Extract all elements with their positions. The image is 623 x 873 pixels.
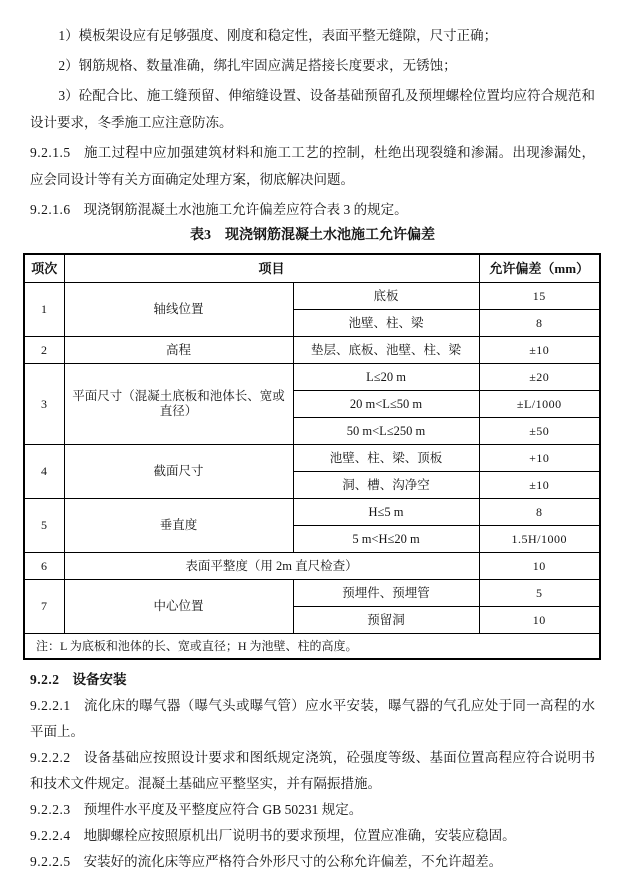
list-item-1 [30, 22, 595, 49]
row4-item: 截面尺寸 [64, 445, 293, 499]
clause-9-2-2-5-number: 9.2.2.5 [30, 854, 71, 869]
clause-9-2-2-2-number: 9.2.2.2 [30, 750, 71, 765]
table-note-row [24, 634, 600, 660]
row5-sub1: H≤5 m [293, 499, 479, 526]
row1-dev1: 15 [479, 283, 600, 310]
row7-dev2: 10 [479, 607, 600, 634]
list-item-2 [30, 52, 595, 79]
clause-9-2-1-5-text: 施工过程中应加强建筑材料和施工工艺的控制，杜绝出现裂缝和渗漏。出现渗漏处，应会同设计等有关方面确定处理方案，彻底解决问题。 [30, 145, 595, 187]
row7-no: 7 [24, 580, 64, 634]
heading-9-2-2-text: 设备安装 [72, 672, 127, 687]
row7-sub1: 预埋件、预埋管 [293, 580, 479, 607]
row2-no: 2 [24, 337, 64, 364]
section-9-2-2 [30, 667, 595, 873]
table-row [24, 445, 600, 472]
table-3-title: 表3 现浇钢筋混凝土水池施工允许偏差 [190, 228, 435, 243]
table-row [24, 364, 600, 391]
clause-9-2-1-5 [30, 139, 595, 193]
table-row [24, 499, 600, 526]
clause-9-2-2-4-text: 地脚螺栓应按照原机出厂说明书的要求预埋，位置应准确，安装应稳固。 [83, 828, 516, 843]
row2-dev1: ±10 [479, 337, 600, 364]
row3-dev2: ±L/1000 [479, 391, 600, 418]
row3-sub2: 20 m<L≤50 m [293, 391, 479, 418]
clause-9-2-2-5-text: 安装好的流化床等应严格符合外形尺寸的公称允许偏差，不允许超差。 [83, 854, 503, 869]
table-row [24, 283, 600, 310]
row3-dev3: ±50 [479, 418, 600, 445]
clause-9-2-2-5 [30, 849, 595, 873]
row6-dev1: 10 [479, 553, 600, 580]
row6-item: 表面平整度（用 2m 直尺检查） [64, 553, 479, 580]
clause-9-2-2-4 [30, 823, 595, 849]
clause-9-2-2-4-number: 9.2.2.4 [30, 828, 71, 843]
clause-9-2-2-2 [30, 745, 595, 797]
row1-dev2: 8 [479, 310, 600, 337]
row4-sub1: 池壁、柱、梁、顶板 [293, 445, 479, 472]
header-cell-project: 项目 [64, 254, 479, 283]
clause-9-2-1-6-text: 现浇钢筋混凝土水池施工允许偏差应符合表 3 的规定。 [83, 202, 408, 217]
row3-dev1: ±20 [479, 364, 600, 391]
row1-sub2: 池壁、柱、梁 [293, 310, 479, 337]
row4-sub2: 洞、槽、沟净空 [293, 472, 479, 499]
clause-9-2-1-5-number: 9.2.1.5 [30, 145, 71, 160]
clause-9-2-2-3 [30, 797, 595, 823]
table-row [24, 580, 600, 607]
row4-dev2: ±10 [479, 472, 600, 499]
tolerance-table [23, 253, 601, 660]
row2-item: 高程 [64, 337, 293, 364]
row3-no: 3 [24, 364, 64, 445]
list-item-3-text: 3）砼配合比、施工缝预留、伸缩缝设置、设备基础预留孔及预埋螺栓位置均应符合规范和设计要求，冬季施工应注意防冻。 [30, 88, 595, 130]
clause-9-2-1-6-number: 9.2.1.6 [30, 202, 71, 217]
row4-dev1: +10 [479, 445, 600, 472]
row5-dev2: 1.5H/1000 [479, 526, 600, 553]
row6-no: 6 [24, 553, 64, 580]
list-item-3 [30, 82, 595, 136]
clause-9-2-2-3-text: 预埋件水平度及平整度应符合 GB 50231 规定。 [83, 802, 363, 817]
header-cell-item-no: 项次 [24, 254, 64, 283]
clause-9-2-1-6 [30, 196, 595, 223]
row4-no: 4 [24, 445, 64, 499]
row1-sub1: 底板 [293, 283, 479, 310]
clause-9-2-2-1 [30, 693, 595, 745]
row5-sub2: 5 m<H≤20 m [293, 526, 479, 553]
table-header-row [24, 254, 600, 283]
heading-9-2-2 [30, 667, 595, 693]
row1-item: 轴线位置 [64, 283, 293, 337]
row3-sub3: 50 m<L≤250 m [293, 418, 479, 445]
row1-no: 1 [24, 283, 64, 337]
row7-item: 中心位置 [64, 580, 293, 634]
row2-sub1: 垫层、底板、池壁、柱、梁 [293, 337, 479, 364]
row7-sub2: 预留洞 [293, 607, 479, 634]
table-note: 注：L 为底板和池体的长、宽或直径；H 为池壁、柱的高度。 [24, 634, 600, 660]
table-row [24, 337, 600, 364]
clause-9-2-2-2-text: 设备基础应按照设计要求和图纸规定浇筑，砼强度等级、基面位置高程应符合说明书和技术文件规定。混凝土基础应平整坚实，并有隔振措施。 [30, 750, 595, 791]
clause-9-2-2-1-text: 流化床的曝气器（曝气头或曝气管）应水平安装，曝气器的气孔应处于同一高程的水平面上。 [30, 698, 595, 739]
clause-9-2-2-3-number: 9.2.2.3 [30, 802, 71, 817]
list-item-1-text: 1）模板架设应有足够强度、刚度和稳定性，表面平整无缝隙，尺寸正确； [58, 28, 498, 43]
row3-item: 平面尺寸（混凝土底板和池体长、宽或直径） [64, 364, 293, 445]
row5-item: 垂直度 [64, 499, 293, 553]
row5-dev1: 8 [479, 499, 600, 526]
header-cell-tolerance: 允许偏差（mm） [479, 254, 600, 283]
clause-9-2-2-1-number: 9.2.2.1 [30, 698, 71, 713]
table-row [24, 553, 600, 580]
row7-dev1: 5 [479, 580, 600, 607]
row3-sub1: L≤20 m [293, 364, 479, 391]
heading-9-2-2-number: 9.2.2 [30, 672, 60, 687]
list-item-2-text: 2）钢筋规格、数量准确，绑扎牢固应满足搭接长度要求，无锈蚀； [58, 58, 457, 73]
row5-no: 5 [24, 499, 64, 553]
